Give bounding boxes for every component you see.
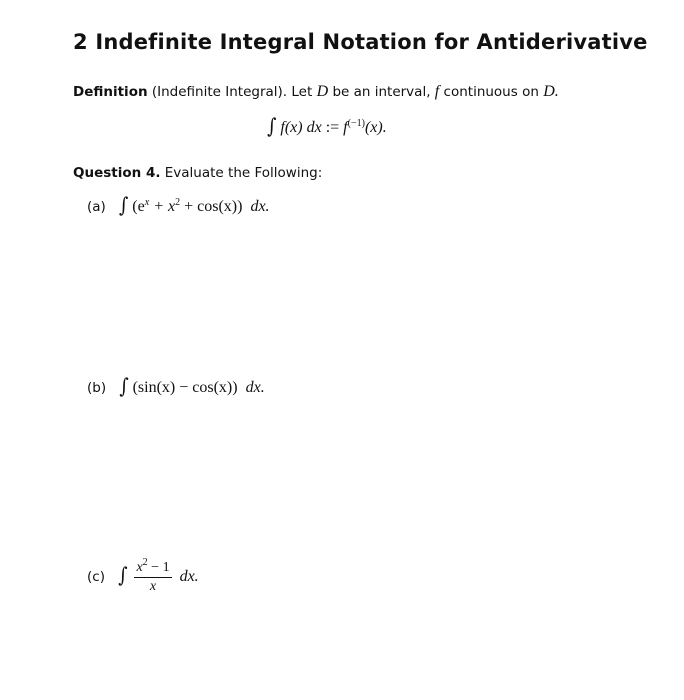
equation-rhs-arg: (x). [364,119,387,136]
definition-text-let: Let [291,84,313,100]
question-part-c [87,557,199,595]
definition-name: (Indefinite Integral). [151,84,288,100]
part-label: (b) [87,380,107,396]
equation-rhs-f: f [343,119,348,136]
part-c-dx: dx. [179,568,199,586]
part-b-expr: (sin(x) − cos(x)) [132,379,238,396]
part-c-num-rest: − 1 [147,560,170,575]
question-label: Question 4. [73,165,161,181]
part-a-rest: + cos(x)) [180,198,243,215]
definition-text-continuous: continuous on [443,84,539,100]
part-a-open: (e [132,198,145,215]
definition-label: Definition [73,84,148,100]
part-label: (c) [87,569,105,586]
fraction [134,557,171,595]
definition-var-d: D [316,83,329,100]
part-a-dx: dx. [250,198,270,215]
question-part-b [87,376,265,397]
definition-text-interval: be an interval, [332,84,431,100]
integral-sign: ∫ [119,374,129,399]
part-a-plus-x: + x [149,198,176,215]
equation-rhs-sup: (−1) [347,118,365,129]
part-label: (a) [87,199,106,215]
fraction-denominator [134,578,171,595]
equation-lhs: f(x) dx [280,119,322,136]
part-a-sq-sup: 2 [175,197,181,208]
part-c-num-x: x [136,560,143,575]
question-prompt: Evaluate the Following: [164,165,323,181]
part-c-den: x [149,579,157,594]
integral-sign: ∫ [118,563,128,588]
definition-var-f: f [434,83,440,100]
definition-var-d-end: D. [543,83,559,100]
integral-sign: ∫ [267,114,277,139]
question-heading [73,165,322,181]
equation-defeq: := [325,119,340,136]
section-heading [73,30,648,54]
integral-sign: ∫ [118,193,129,218]
definition-equation [267,116,387,137]
part-a-exp-sup: x [144,197,150,208]
section-title-text: Indefinite Integral Notation for Antiderivative [95,30,648,54]
question-part-a [87,195,270,216]
part-b-dx: dx. [245,379,265,396]
part-c-num-sup: 2 [142,557,148,568]
fraction-numerator [134,557,171,578]
definition-paragraph [73,83,559,101]
section-number: 2 [73,30,88,54]
